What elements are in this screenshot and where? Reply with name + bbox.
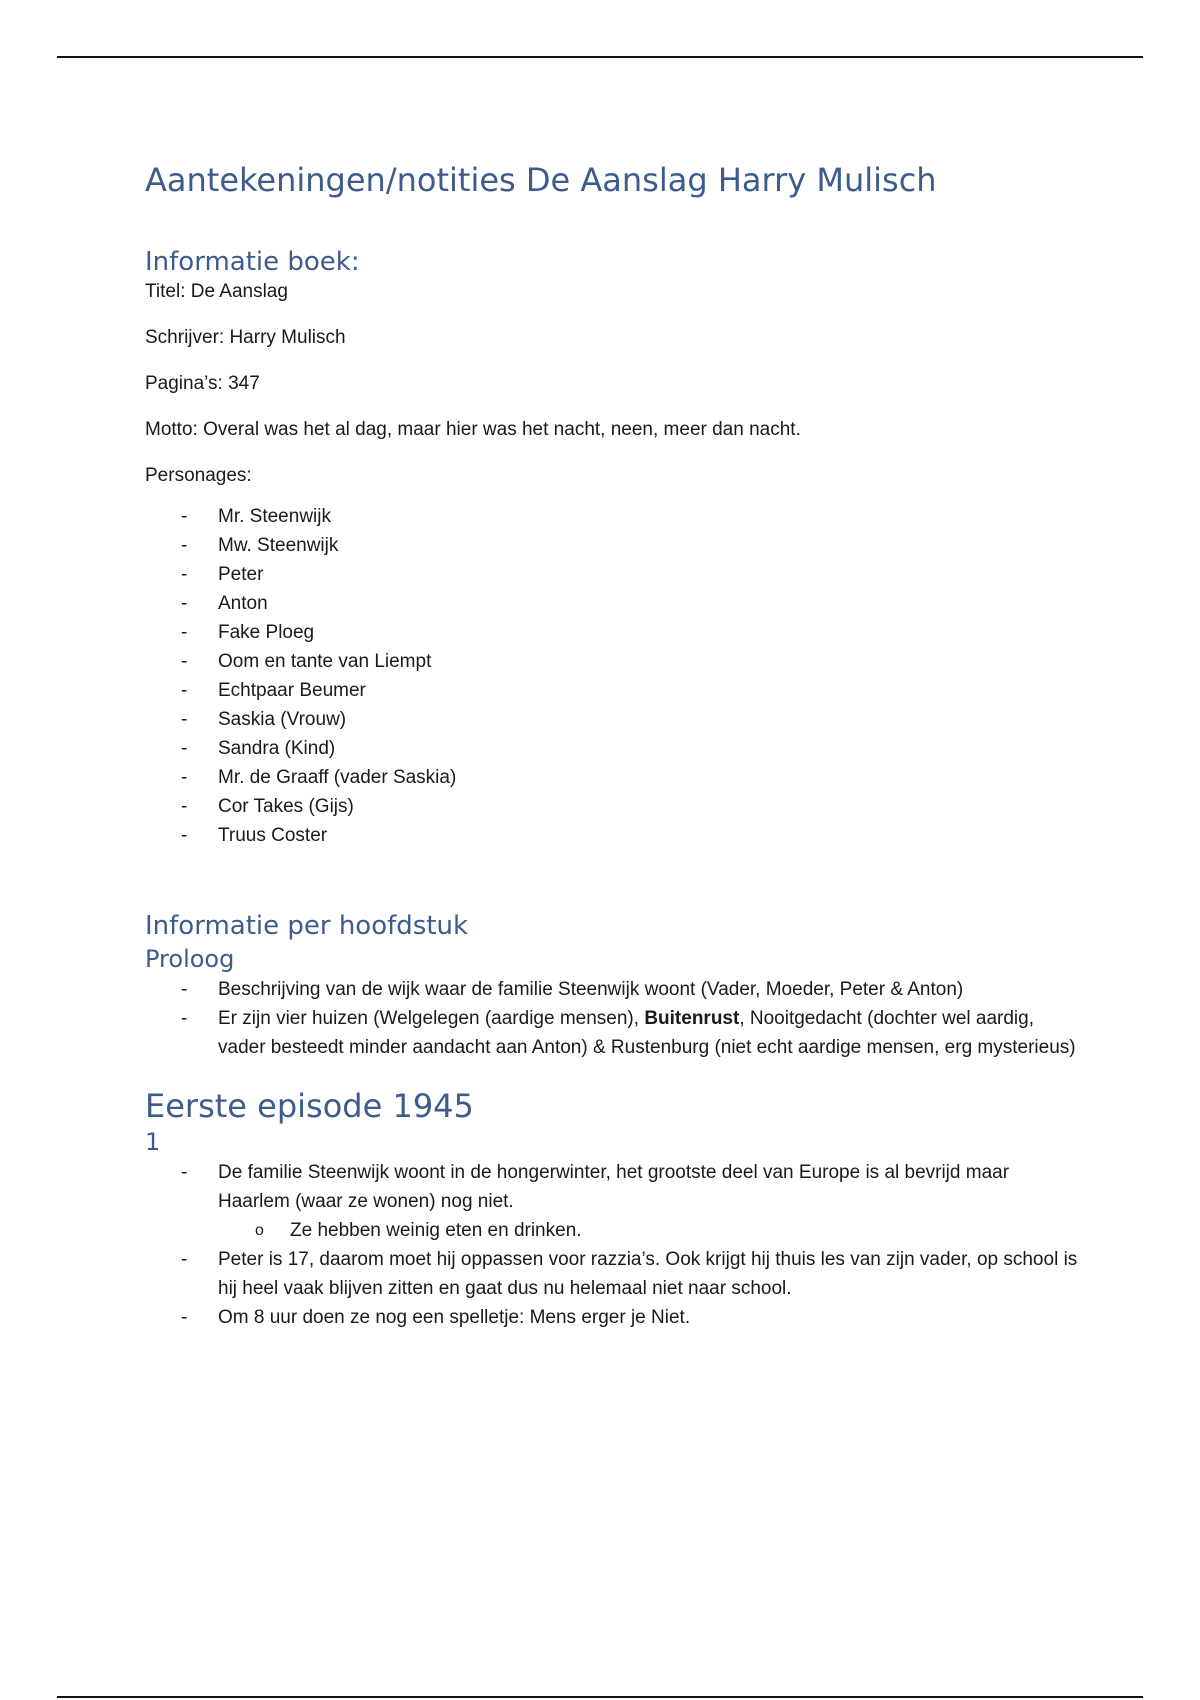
personage-name: Saskia (Vrouw)	[218, 709, 347, 731]
personage-name: Truus Coster	[218, 825, 328, 847]
episode-item-text: De familie Steenwijk woont in de hongerwinter, het grootste deel van Europe is al bevrijd maar Haarlem (waar ze wonen) nog niet.	[218, 1162, 1010, 1213]
list-item	[145, 502, 1085, 531]
dash-bullet: -	[181, 564, 188, 586]
personages-label: Personages:	[145, 465, 252, 487]
dash-bullet: -	[181, 709, 188, 731]
list-item	[145, 705, 1085, 734]
proloog-list	[145, 975, 1085, 1062]
dash-bullet: -	[181, 1007, 188, 1029]
episode-subitem-text: Ze hebben weinig eten en drinken.	[290, 1220, 582, 1242]
dash-bullet: -	[181, 506, 188, 528]
list-item	[145, 734, 1085, 763]
proloog-heading: Proloog	[145, 944, 235, 973]
section-spacer	[145, 850, 1085, 910]
info-motto: Motto: Overal was het al dag, maar hier was het nacht, neen, meer dan nacht.	[145, 419, 801, 441]
personages-list	[145, 502, 1085, 850]
episode-list-continued	[145, 1245, 1085, 1332]
list-item	[145, 821, 1085, 850]
list-item	[145, 531, 1085, 560]
personage-name: Mr. Steenwijk	[218, 506, 331, 528]
list-item	[145, 647, 1085, 676]
list-item	[145, 975, 1085, 1004]
list-item	[145, 618, 1085, 647]
episode-item-text: Om 8 uur doen ze nog een spelletje: Mens erger je Niet.	[218, 1307, 691, 1329]
dash-bullet: -	[181, 796, 188, 818]
list-item	[145, 676, 1085, 705]
dash-bullet: -	[181, 1249, 188, 1271]
personage-name: Fake Ploeg	[218, 622, 315, 644]
list-item	[145, 792, 1085, 821]
episode-subheading: 1	[145, 1127, 161, 1156]
list-item	[145, 589, 1085, 618]
proloog-item-text: Er zijn vier huizen (Welgelegen (aardige mensen),	[218, 1007, 645, 1029]
list-item	[145, 560, 1085, 589]
episode-item-text: Peter is 17, daarom moet hij oppassen voor razzia’s. Ook krijgt hij thuis les van zijn vader, op school is hij heel vaak blijven zitten en gaat dus nu helemaal niet naar school.	[218, 1249, 1078, 1300]
dash-bullet: -	[181, 767, 188, 789]
list-item	[145, 1004, 1085, 1062]
dash-bullet: -	[181, 1162, 188, 1184]
chapter-info-heading: Informatie per hoofdstuk	[145, 911, 469, 942]
personage-name: Mw. Steenwijk	[218, 535, 339, 557]
header-rule	[57, 56, 1143, 58]
list-item	[145, 763, 1085, 792]
footer-rule	[57, 1696, 1143, 1698]
episode-heading: Eerste episode 1945	[145, 1086, 474, 1125]
list-item	[145, 1158, 1085, 1216]
list-item	[145, 1303, 1085, 1332]
info-schrijver: Schrijver: Harry Mulisch	[145, 327, 346, 349]
proloog-item-text: , Nooitgedacht (dochter wel aardig, vader besteedt minder aandacht aan Anton) & Rustenburg (niet echt aardige mensen, erg mysterieus)	[218, 1007, 1076, 1058]
circle-bullet: o	[255, 1222, 264, 1240]
document-body	[145, 160, 1085, 1332]
dash-bullet: -	[181, 825, 188, 847]
personage-name: Peter	[218, 564, 264, 586]
dash-bullet: -	[181, 978, 188, 1000]
dash-bullet: -	[181, 651, 188, 673]
personage-name: Mr. de Graaff (vader Saskia)	[218, 767, 457, 789]
dash-bullet: -	[181, 622, 188, 644]
personage-name: Anton	[218, 593, 268, 615]
dash-bullet: -	[181, 738, 188, 760]
proloog-item-text: Beschrijving van de wijk waar de familie Steenwijk woont (Vader, Moeder, Peter & Anton)	[218, 978, 964, 1000]
personage-name: Sandra (Kind)	[218, 738, 336, 760]
personage-name: Echtpaar Beumer	[218, 680, 366, 702]
episode-sublist	[145, 1216, 1085, 1245]
episode-list	[145, 1158, 1085, 1216]
info-heading: Informatie boek:	[145, 246, 360, 277]
list-item	[145, 1216, 1085, 1245]
document-title: Aantekeningen/notities De Aanslag Harry Mulisch	[145, 161, 937, 199]
dash-bullet: -	[181, 535, 188, 557]
info-titel: Titel: De Aanslag	[145, 281, 288, 303]
dash-bullet: -	[181, 680, 188, 702]
bold-house-name: Buitenrust	[644, 1007, 740, 1029]
info-paginas: Pagina’s: 347	[145, 373, 260, 395]
personage-name: Cor Takes (Gijs)	[218, 796, 354, 818]
list-item	[145, 1245, 1085, 1303]
personage-name: Oom en tante van Liempt	[218, 651, 432, 673]
dash-bullet: -	[181, 1307, 188, 1329]
dash-bullet: -	[181, 593, 188, 615]
